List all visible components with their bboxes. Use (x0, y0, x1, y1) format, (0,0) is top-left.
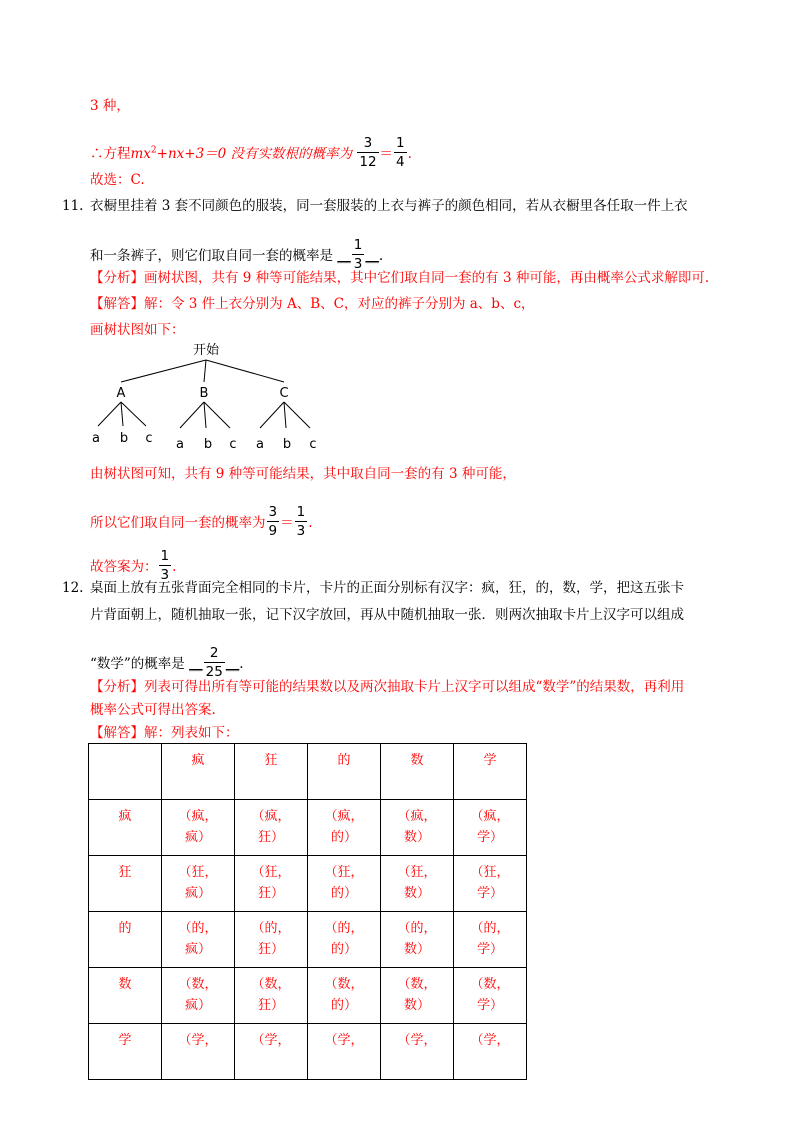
row-label: 数 (89, 968, 162, 1024)
q11-prob-prefix: 所以它们取自同一套的概率为 (90, 515, 266, 531)
q11-blank-left: __ (337, 248, 351, 264)
row-label: 疯 (89, 800, 162, 856)
q10-line-3: 故选：C. (90, 172, 145, 188)
q12-line-1: 桌面上放有五张背面完全相同的卡片，卡片的正面分别标有汉字：疯，狂，的，数，学，把这五张卡 (90, 580, 684, 596)
table-cell: （疯， 疯） (162, 800, 235, 856)
table-cell: （疯， 数） (381, 800, 454, 856)
table-cell: （的， 数） (381, 912, 454, 968)
q12-analysis-1: 【分析】列表可得出所有等可能的结果数以及两次抽取卡片上汉字可以组成“数学”的结果数，再利用 (90, 679, 685, 695)
tree-leaf-C-a: a (256, 437, 264, 452)
q10-fraction-1: $\frac{3}{12}$ (359, 135, 377, 170)
table-row (89, 968, 527, 1024)
q11-prob-fraction-2: $\frac{1}{3}$ (296, 504, 306, 539)
table-header-cell: 狂 (235, 744, 308, 800)
q12-line-2: 片背面朝上，随机抽取一张，记下汉字放回，再从中随机抽取一张．则两次抽取卡片上汉字可以组成 (90, 607, 684, 623)
q11-final-period: . (172, 559, 177, 575)
q12-solution: 【解答】解：列表如下： (90, 725, 239, 741)
tree-leaf-B-a: a (176, 437, 184, 452)
table-cell: （的， 的） (308, 912, 381, 968)
q11-prob-period: . (308, 515, 313, 531)
table-cell: （学， (162, 1024, 235, 1080)
table-cell: （数， 学） (454, 968, 527, 1024)
q10-line-2 (90, 136, 412, 173)
table-cell: （数， 狂） (235, 968, 308, 1024)
table-row (89, 800, 527, 856)
tree-leaf-C-b: b (282, 437, 292, 452)
table-cell: （学， (235, 1024, 308, 1080)
q11-prob-equals: ＝ (280, 515, 294, 531)
q11-prob-fraction-1: $\frac{3}{9}$ (268, 504, 278, 539)
row-label: 学 (89, 1024, 162, 1080)
table-header-cell: 疯 (162, 744, 235, 800)
q11-answer-fraction: $\frac{1}{3}$ (353, 237, 363, 272)
table-cell: （学， (454, 1024, 527, 1080)
q10-prefix: ∴方程 (90, 146, 131, 162)
table-cell: （狂， 学） (454, 856, 527, 912)
table-cell: （学， (308, 1024, 381, 1080)
q12-blank-right: __ (225, 656, 240, 672)
q11-conclusion: 由树状图可知，共有 9 种等可能结果，其中取自同一套的有 3 种可能， (90, 466, 516, 482)
tree-leaf-C-c: c (309, 437, 317, 452)
q11-analysis: 【分析】画树状图，共有 9 种等可能结果，其中它们取自同一套的有 3 种可能，再由概率公式求解即可. (90, 270, 710, 286)
table-row (89, 856, 527, 912)
tree-leaf-A-c: c (145, 431, 153, 446)
q12-analysis-2: 概率公式可得出答案. (90, 702, 216, 718)
table-cell: （疯， 学） (454, 800, 527, 856)
table-header-cell: 数 (381, 744, 454, 800)
q10-period: . (407, 146, 412, 162)
tree-root: 开始 (192, 343, 220, 358)
q10-eq-rest: +nx+3＝0 没有实数根的概率为 (156, 146, 353, 162)
tree-leaf-B-b: b (203, 437, 213, 452)
outcome-table (88, 743, 527, 1080)
tree-leaf-A-a: a (92, 431, 100, 446)
q11-number: 11. (62, 198, 84, 214)
q11-final-prefix: 故答案为： (90, 559, 158, 575)
table-header-cell: 的 (308, 744, 381, 800)
table-cell: （数， 数） (381, 968, 454, 1024)
q12-prefix: “数学”的概率是 (90, 656, 185, 672)
table-corner (89, 744, 162, 800)
q12-number: 12. (62, 580, 84, 596)
q11-line-1: 衣橱里挂着 3 套不同颜色的服装，同一套服装的上衣与裤子的颜色相同，若从衣橱里各任取一件上衣 (90, 198, 688, 214)
table-cell: （数， 疯） (162, 968, 235, 1024)
table-row (89, 912, 527, 968)
q10-eq-sup: 2 (150, 145, 157, 156)
table-cell: （的， 狂） (235, 912, 308, 968)
q12-period: . (239, 656, 244, 672)
q10-eq-m: mx (130, 146, 151, 162)
q11-final-fraction: $\frac{1}{3}$ (160, 548, 170, 583)
q12-blank-left: __ (189, 656, 203, 672)
tree-node-A: A (116, 386, 126, 401)
q12-answer-fraction: $\frac{2}{25}$ (205, 645, 223, 680)
tree-node-C: C (279, 386, 289, 401)
table-row (89, 1024, 527, 1080)
table-cell: （的， 疯） (162, 912, 235, 968)
table-cell: （的， 学） (454, 912, 527, 968)
q11-solution: 【解答】解：令 3 件上衣分别为 A、B、C，对应的裤子分别为 a、b、c， (90, 296, 535, 312)
table-cell: （疯， 狂） (235, 800, 308, 856)
row-label: 的 (89, 912, 162, 968)
table-cell: （疯， 的） (308, 800, 381, 856)
row-label: 狂 (89, 856, 162, 912)
table-cell: （狂， 的） (308, 856, 381, 912)
tree-leaf-B-c: c (229, 437, 237, 452)
q10-equals: ＝ (379, 146, 394, 162)
q10-line-1: 3 种， (90, 98, 130, 114)
q11-prefix: 和一条裤子，则它们取自同一套的概率是 (90, 248, 333, 264)
table-cell: （学， (381, 1024, 454, 1080)
table-header-row (89, 744, 527, 800)
tree-node-B: B (199, 386, 209, 401)
tree-diagram (88, 338, 338, 458)
q11-period: . (378, 248, 384, 264)
table-cell: （狂， 疯） (162, 856, 235, 912)
table-cell: （数， 的） (308, 968, 381, 1024)
q11-probability-line (90, 505, 312, 542)
q11-tree-intro: 画树状图如下： (90, 322, 185, 338)
tree-leaf-A-b: b (119, 431, 129, 446)
q11-blank-right: __ (365, 248, 379, 264)
q10-fraction-2: $\frac{1}{4}$ (396, 135, 405, 170)
table-cell: （狂， 狂） (235, 856, 308, 912)
table-header-cell: 学 (454, 744, 527, 800)
table-cell: （狂， 数） (381, 856, 454, 912)
